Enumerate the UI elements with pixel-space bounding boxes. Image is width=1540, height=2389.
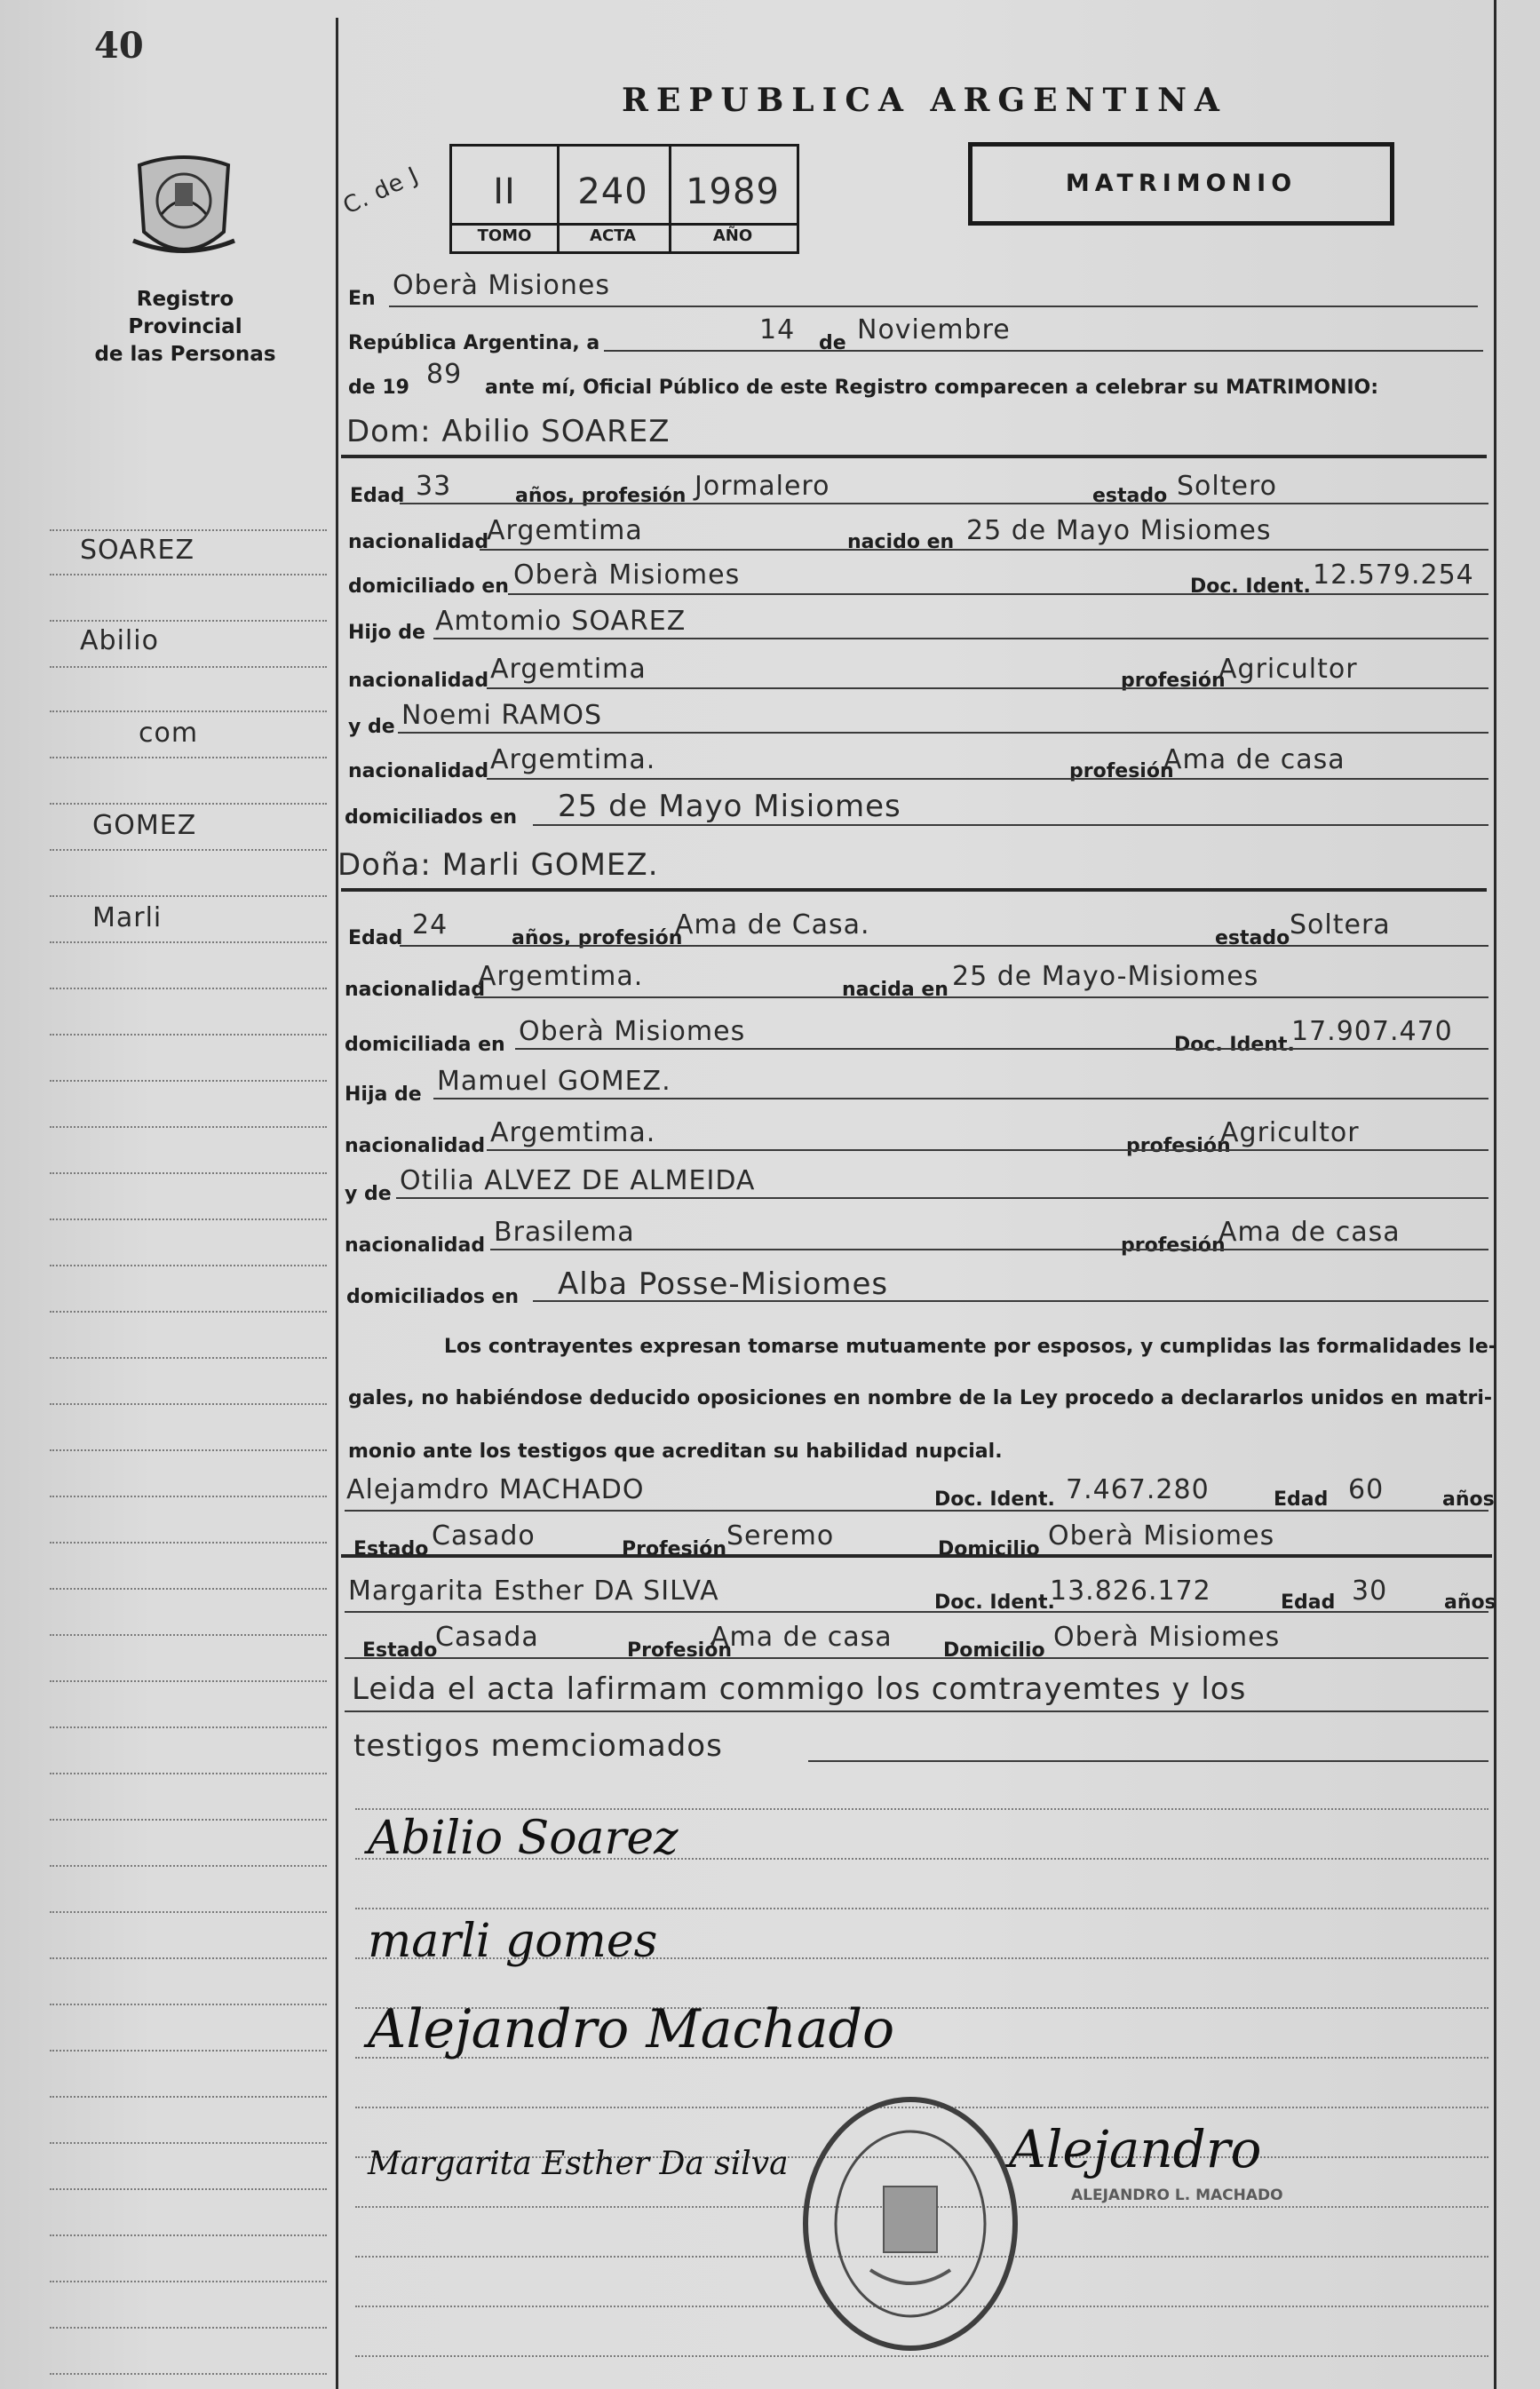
profesion-label: profesión [1121, 670, 1226, 692]
bride-heading: Doña: Marli GOMEZ. [337, 847, 659, 883]
registry-line-2: de las Personas [94, 343, 276, 366]
registry-line-1: Registro Provincial [128, 288, 242, 338]
witness-1-status: Casado [432, 1520, 536, 1552]
hija-label: Hija de [345, 1083, 422, 1106]
margin-note-com: com [139, 718, 199, 749]
domiciliados-label: domiciliados en [346, 1286, 520, 1308]
witness-1-domicile: Oberà Misiomes [1048, 1520, 1275, 1552]
closing-line-1: Leida el acta lafirmam commigo los comtrayemtes y los [352, 1671, 1247, 1707]
ano-label: AÑO [712, 226, 753, 245]
witness-1-profession: Seremo [726, 1520, 835, 1552]
day-value: 14 [759, 314, 796, 345]
year-prefix: de 19 [348, 377, 409, 399]
declaration-line-1: Los contrayentes expresan tomarse mutuamente por esposos, y cumplidas las formalidades le- [444, 1336, 1496, 1358]
page-number: 40 [94, 25, 144, 67]
witness-2-domicile: Oberà Misiomes [1053, 1622, 1281, 1653]
domiciliada-label: domiciliada en [345, 1034, 505, 1056]
witness-2-doc: 13.826.172 [1050, 1575, 1211, 1607]
official-stamp-icon [799, 2092, 1021, 2355]
profesion-label: profesión [1126, 1135, 1231, 1157]
left-margin-line [336, 18, 338, 2389]
tomo-label: TOMO [477, 226, 532, 245]
witness-1-signature: Alejandro Machado [368, 1998, 895, 2060]
bride-born: 25 de Mayo-Misiomes [952, 961, 1259, 992]
groom-mother: Noemi RAMOS [401, 700, 603, 731]
acta-label: ACTA [590, 226, 636, 245]
profesion-label: Profesión [627, 1639, 732, 1662]
year-suffix: 89 [426, 359, 463, 390]
groom-status: Soltero [1177, 471, 1277, 502]
edad-label: Edad [1274, 1488, 1329, 1511]
nacionalidad-label: nacionalidad [348, 670, 489, 692]
republica-label: República Argentina, a [348, 332, 600, 354]
nacionalidad-label: nacionalidad [348, 531, 489, 553]
witness-2-age: 30 [1352, 1575, 1388, 1607]
doc-label: Doc. Ident. [934, 1591, 1055, 1614]
margin-note-name-1: Abilio [80, 625, 159, 656]
doc-label: Doc. Ident. [1190, 575, 1311, 598]
document-type: MATRIMONIO [1065, 170, 1298, 197]
tomo-value: II [493, 171, 516, 212]
bride-profession: Ama de Casa. [675, 909, 870, 941]
estado-label: Estado [353, 1538, 429, 1560]
bride-father: Mamuel GOMEZ. [437, 1066, 671, 1097]
groom-signature: Abilio Soarez [368, 1812, 679, 1865]
witness-1-doc: 7.467.280 [1066, 1474, 1210, 1505]
witness-1-name: Alejamdro MACHADO [346, 1474, 645, 1505]
document-type-box [968, 142, 1394, 226]
edad-label: Edad [350, 485, 405, 507]
edad-label: Edad [348, 927, 403, 949]
profesion-label: años, profesión [512, 927, 683, 949]
groom-mother-nationality: Argemtima. [490, 744, 656, 775]
witness-2-signature: Margarita Esther Da silva [368, 2146, 789, 2182]
bride-status: Soltera [1290, 909, 1391, 941]
profesion-label: años, profesión [515, 485, 687, 507]
groom-heading: Dom: Abilio SOAREZ [346, 414, 671, 449]
registry-name [85, 286, 285, 369]
anos-label: años [1444, 1591, 1496, 1614]
bride-age: 24 [412, 909, 449, 941]
bride-father-nationality: Argemtima. [490, 1117, 656, 1148]
declaration-line-3: monio ante los testigos que acreditan su habilidad nupcial. [348, 1441, 1003, 1463]
nacionalidad-label: nacionalidad [345, 979, 486, 1001]
intro-sentence: ante mí, Oficial Público de este Registro comparecen a celebrar su MATRIMONIO: [485, 377, 1379, 399]
en-label: En [348, 288, 376, 310]
groom-father-nationality: Argemtima [490, 654, 647, 685]
doc-label: Doc. Ident. [934, 1488, 1055, 1511]
provincial-seal-icon [126, 147, 242, 267]
bride-mother-profession: Ama de casa [1219, 1217, 1401, 1248]
y-de-label: y de [348, 716, 395, 738]
groom-father-profession: Agricultor [1219, 654, 1358, 685]
bride-mother-nationality: Brasilema [494, 1217, 635, 1248]
record-box [449, 144, 799, 254]
officer-signature: Alejandro [1009, 2119, 1262, 2179]
witness-2-name: Margarita Esther DA SILVA [348, 1575, 719, 1607]
estado-label: estado [1092, 485, 1168, 507]
acta-value: 240 [577, 171, 648, 212]
margin-note-name-2: Marli [92, 902, 163, 933]
bride-nationality: Argemtima. [478, 961, 644, 992]
anos-label: años [1442, 1488, 1495, 1511]
nacionalidad-label: nacionalidad [348, 760, 489, 782]
ano-value: 1989 [686, 171, 780, 212]
witness-2-profession: Ama de casa [710, 1622, 893, 1653]
groom-doc: 12.579.254 [1313, 560, 1474, 591]
y-de-label: y de [345, 1183, 392, 1205]
hijo-label: Hijo de [348, 622, 425, 644]
groom-age: 33 [416, 471, 452, 502]
edad-label: Edad [1281, 1591, 1336, 1614]
right-margin-line [1494, 0, 1496, 2389]
margin-note-surname-1: SOAREZ [80, 535, 195, 566]
groom-profession: Jormalero [695, 471, 830, 502]
groom-domicile: Oberà Misiomes [513, 560, 741, 591]
domiciliado-label: domiciliado en [348, 575, 509, 598]
nacionalidad-label: nacionalidad [345, 1234, 486, 1257]
doc-label: Doc. Ident. [1174, 1034, 1295, 1056]
nacionalidad-label: nacionalidad [345, 1135, 486, 1157]
reference-note: C. de J [338, 162, 424, 220]
profesion-label: profesión [1121, 1234, 1226, 1257]
margin-note-surname-2: GOMEZ [92, 810, 197, 841]
domiciliados-label: domiciliados en [345, 806, 518, 829]
place-value: Oberà Misiones [393, 270, 611, 301]
domicilio-label: Domicilio [938, 1538, 1040, 1560]
witness-1-age: 60 [1348, 1474, 1385, 1505]
bride-mother: Otilia ALVEZ DE ALMEIDA [400, 1165, 756, 1196]
profesion-label: Profesión [622, 1538, 726, 1560]
estado-label: Estado [362, 1639, 438, 1662]
bride-parents-domicile: Alba Posse-Misiomes [558, 1266, 889, 1302]
bride-doc: 17.907.470 [1291, 1016, 1453, 1047]
officer-name-stamp: ALEJANDRO L. MACHADO [1071, 2187, 1283, 2204]
month-value: Noviembre [857, 314, 1011, 345]
nacida-label: nacida en [842, 979, 949, 1001]
domicilio-label: Domicilio [943, 1639, 1045, 1662]
groom-born: 25 de Mayo Misiomes [966, 515, 1272, 546]
groom-father: Amtomio SOAREZ [435, 606, 687, 637]
estado-label: estado [1215, 927, 1290, 949]
nacido-label: nacido en [847, 531, 955, 553]
declaration-line-2: gales, no habiéndose deducido oposiciones en nombre de la Ley procedo a declararlos unidos en matri- [348, 1387, 1493, 1409]
closing-line-2: testigos memciomados [353, 1728, 723, 1764]
document-title: REPUBLICA ARGENTINA [622, 82, 1227, 119]
groom-nationality: Argemtima [487, 515, 643, 546]
profesion-label: profesión [1069, 760, 1174, 782]
groom-mother-profession: Ama de casa [1163, 744, 1346, 775]
groom-parents-domicile: 25 de Mayo Misiomes [558, 789, 901, 824]
witness-2-status: Casada [435, 1622, 539, 1653]
bride-domicile: Oberà Misiomes [519, 1016, 746, 1047]
bride-signature: marli gomes [368, 1915, 658, 1968]
bride-father-profession: Agricultor [1220, 1117, 1360, 1148]
de-label: de [819, 332, 846, 354]
